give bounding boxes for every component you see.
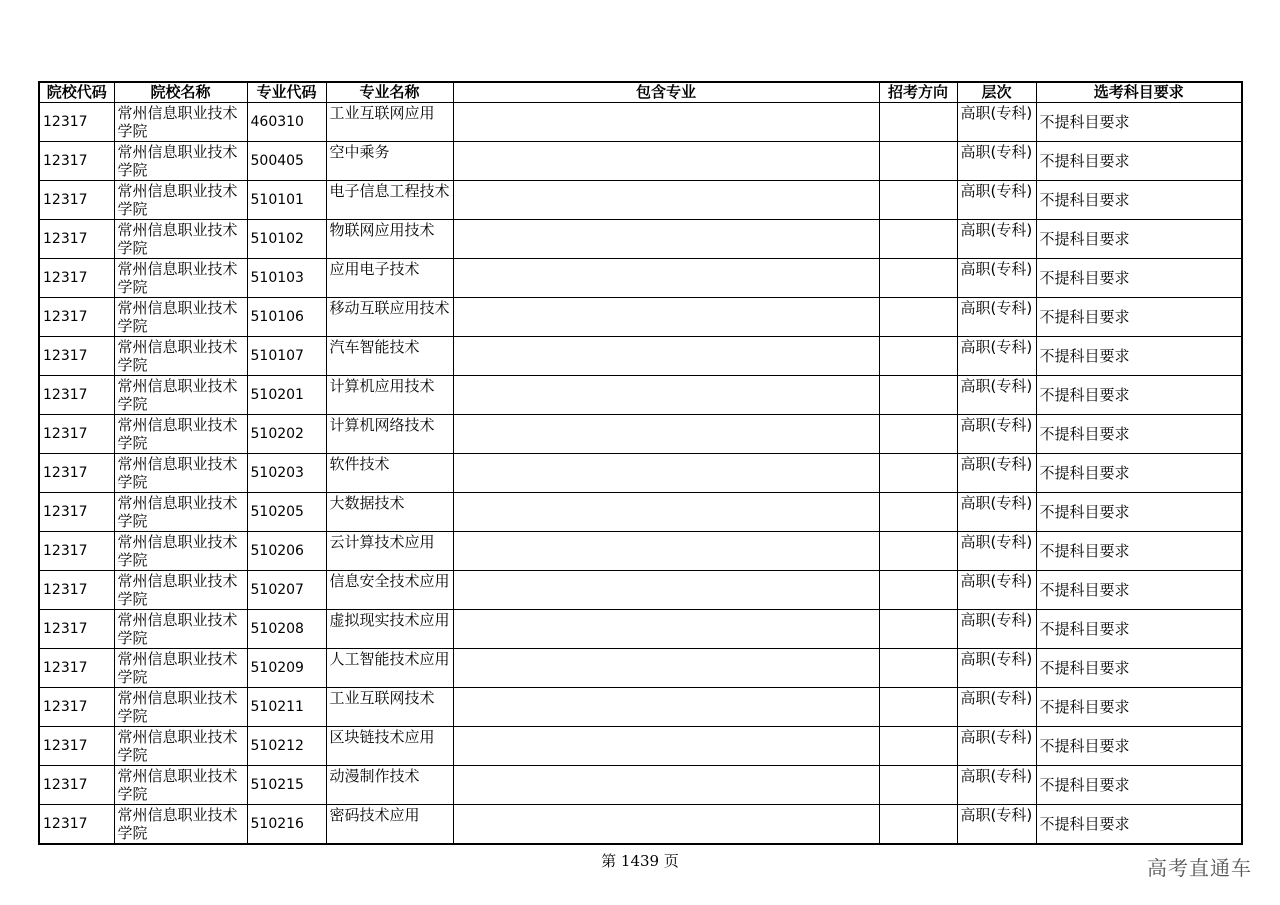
cell-direction (879, 259, 957, 298)
table-row (39, 532, 1242, 571)
table-row (39, 493, 1242, 532)
table-row (39, 298, 1242, 337)
cell-school-name: 常州信息职业技术学院 (114, 532, 247, 571)
cell-major-name: 移动互联应用技术 (326, 298, 453, 337)
cell-major-code: 510201 (247, 376, 326, 415)
cell-subject-requirement: 不提科目要求 (1036, 727, 1242, 766)
cell-level: 高职(专科) (957, 610, 1036, 649)
cell-level: 高职(专科) (957, 493, 1036, 532)
cell-included-majors (453, 220, 879, 259)
cell-subject-requirement: 不提科目要求 (1036, 415, 1242, 454)
cell-major-name: 人工智能技术应用 (326, 649, 453, 688)
cell-included-majors (453, 259, 879, 298)
header-major-name: 专业名称 (326, 82, 453, 103)
cell-included-majors (453, 415, 879, 454)
cell-major-code: 510215 (247, 766, 326, 805)
cell-level: 高职(专科) (957, 415, 1036, 454)
cell-included-majors (453, 649, 879, 688)
cell-school-code: 12317 (39, 181, 114, 220)
cell-major-code: 510216 (247, 805, 326, 845)
watermark-text: 高考直通车 (1147, 856, 1252, 880)
cell-subject-requirement: 不提科目要求 (1036, 805, 1242, 845)
cell-major-code: 510202 (247, 415, 326, 454)
cell-direction (879, 649, 957, 688)
header-school-name: 院校名称 (114, 82, 247, 103)
cell-included-majors (453, 571, 879, 610)
major-requirements-table (38, 81, 1243, 845)
cell-school-code: 12317 (39, 532, 114, 571)
cell-major-name: 物联网应用技术 (326, 220, 453, 259)
cell-level: 高职(专科) (957, 532, 1036, 571)
cell-major-code: 510203 (247, 454, 326, 493)
cell-level: 高职(专科) (957, 259, 1036, 298)
cell-subject-requirement: 不提科目要求 (1036, 493, 1242, 532)
cell-subject-requirement: 不提科目要求 (1036, 220, 1242, 259)
cell-direction (879, 805, 957, 845)
cell-major-name: 工业互联网应用 (326, 103, 453, 142)
cell-school-code: 12317 (39, 649, 114, 688)
cell-major-name: 计算机应用技术 (326, 376, 453, 415)
table-row (39, 688, 1242, 727)
table-row (39, 103, 1242, 142)
cell-direction (879, 571, 957, 610)
header-school-code: 院校代码 (39, 82, 114, 103)
cell-subject-requirement: 不提科目要求 (1036, 181, 1242, 220)
cell-subject-requirement: 不提科目要求 (1036, 649, 1242, 688)
cell-major-code: 510102 (247, 220, 326, 259)
table-row (39, 571, 1242, 610)
cell-school-code: 12317 (39, 259, 114, 298)
cell-direction (879, 142, 957, 181)
cell-level: 高职(专科) (957, 220, 1036, 259)
cell-major-code: 510212 (247, 727, 326, 766)
cell-school-code: 12317 (39, 805, 114, 845)
table-row (39, 805, 1242, 845)
cell-school-name: 常州信息职业技术学院 (114, 220, 247, 259)
cell-level: 高职(专科) (957, 181, 1036, 220)
cell-subject-requirement: 不提科目要求 (1036, 142, 1242, 181)
cell-major-name: 计算机网络技术 (326, 415, 453, 454)
cell-included-majors (453, 727, 879, 766)
cell-school-name: 常州信息职业技术学院 (114, 805, 247, 845)
cell-subject-requirement: 不提科目要求 (1036, 766, 1242, 805)
cell-direction (879, 376, 957, 415)
page-number: 第 1439 页 (601, 852, 679, 870)
cell-level: 高职(专科) (957, 142, 1036, 181)
cell-included-majors (453, 103, 879, 142)
cell-direction (879, 454, 957, 493)
cell-school-code: 12317 (39, 610, 114, 649)
cell-school-name: 常州信息职业技术学院 (114, 454, 247, 493)
cell-included-majors (453, 766, 879, 805)
cell-school-name: 常州信息职业技术学院 (114, 493, 247, 532)
cell-included-majors (453, 298, 879, 337)
cell-level: 高职(专科) (957, 337, 1036, 376)
cell-included-majors (453, 610, 879, 649)
cell-major-name: 软件技术 (326, 454, 453, 493)
cell-school-name: 常州信息职业技术学院 (114, 259, 247, 298)
cell-school-name: 常州信息职业技术学院 (114, 181, 247, 220)
cell-school-code: 12317 (39, 454, 114, 493)
cell-included-majors (453, 493, 879, 532)
table-header-row (39, 82, 1242, 103)
cell-major-name: 区块链技术应用 (326, 727, 453, 766)
cell-included-majors (453, 688, 879, 727)
cell-direction (879, 415, 957, 454)
cell-major-code: 510209 (247, 649, 326, 688)
cell-school-name: 常州信息职业技术学院 (114, 571, 247, 610)
cell-school-name: 常州信息职业技术学院 (114, 727, 247, 766)
cell-school-name: 常州信息职业技术学院 (114, 298, 247, 337)
table-body (39, 103, 1242, 845)
cell-direction (879, 337, 957, 376)
cell-major-name: 云计算技术应用 (326, 532, 453, 571)
cell-school-code: 12317 (39, 571, 114, 610)
cell-school-name: 常州信息职业技术学院 (114, 142, 247, 181)
cell-major-name: 密码技术应用 (326, 805, 453, 845)
cell-school-code: 12317 (39, 337, 114, 376)
cell-major-code: 510211 (247, 688, 326, 727)
cell-included-majors (453, 337, 879, 376)
cell-school-code: 12317 (39, 103, 114, 142)
cell-school-code: 12317 (39, 298, 114, 337)
cell-school-name: 常州信息职业技术学院 (114, 766, 247, 805)
header-major-code: 专业代码 (247, 82, 326, 103)
cell-school-code: 12317 (39, 688, 114, 727)
cell-subject-requirement: 不提科目要求 (1036, 376, 1242, 415)
cell-level: 高职(专科) (957, 454, 1036, 493)
cell-level: 高职(专科) (957, 376, 1036, 415)
cell-major-code: 510106 (247, 298, 326, 337)
header-direction: 招考方向 (879, 82, 957, 103)
header-level: 层次 (957, 82, 1036, 103)
cell-subject-requirement: 不提科目要求 (1036, 337, 1242, 376)
cell-included-majors (453, 142, 879, 181)
cell-school-code: 12317 (39, 493, 114, 532)
cell-school-code: 12317 (39, 142, 114, 181)
table-row (39, 181, 1242, 220)
table-row (39, 259, 1242, 298)
cell-school-name: 常州信息职业技术学院 (114, 610, 247, 649)
cell-direction (879, 298, 957, 337)
cell-major-name: 动漫制作技术 (326, 766, 453, 805)
cell-subject-requirement: 不提科目要求 (1036, 688, 1242, 727)
cell-direction (879, 532, 957, 571)
cell-level: 高职(专科) (957, 766, 1036, 805)
cell-subject-requirement: 不提科目要求 (1036, 610, 1242, 649)
cell-level: 高职(专科) (957, 805, 1036, 845)
cell-major-code: 500405 (247, 142, 326, 181)
cell-level: 高职(专科) (957, 649, 1036, 688)
cell-direction (879, 103, 957, 142)
cell-major-code: 460310 (247, 103, 326, 142)
cell-direction (879, 493, 957, 532)
cell-level: 高职(专科) (957, 298, 1036, 337)
cell-major-code: 510107 (247, 337, 326, 376)
cell-subject-requirement: 不提科目要求 (1036, 532, 1242, 571)
table-row (39, 766, 1242, 805)
cell-subject-requirement: 不提科目要求 (1036, 298, 1242, 337)
cell-major-name: 工业互联网技术 (326, 688, 453, 727)
cell-major-code: 510103 (247, 259, 326, 298)
cell-major-code: 510206 (247, 532, 326, 571)
cell-direction (879, 610, 957, 649)
cell-major-name: 信息安全技术应用 (326, 571, 453, 610)
cell-school-name: 常州信息职业技术学院 (114, 688, 247, 727)
cell-direction (879, 766, 957, 805)
cell-level: 高职(专科) (957, 103, 1036, 142)
table-row (39, 610, 1242, 649)
cell-school-name: 常州信息职业技术学院 (114, 376, 247, 415)
cell-school-code: 12317 (39, 727, 114, 766)
cell-major-code: 510101 (247, 181, 326, 220)
table-row (39, 220, 1242, 259)
cell-included-majors (453, 454, 879, 493)
table-row (39, 454, 1242, 493)
cell-school-name: 常州信息职业技术学院 (114, 415, 247, 454)
cell-subject-requirement: 不提科目要求 (1036, 103, 1242, 142)
cell-major-name: 汽车智能技术 (326, 337, 453, 376)
cell-school-code: 12317 (39, 376, 114, 415)
header-subject-requirement: 选考科目要求 (1036, 82, 1242, 103)
cell-included-majors (453, 805, 879, 845)
cell-major-code: 510208 (247, 610, 326, 649)
cell-major-name: 虚拟现实技术应用 (326, 610, 453, 649)
cell-school-name: 常州信息职业技术学院 (114, 337, 247, 376)
cell-subject-requirement: 不提科目要求 (1036, 259, 1242, 298)
cell-school-name: 常州信息职业技术学院 (114, 103, 247, 142)
cell-school-code: 12317 (39, 415, 114, 454)
table-row (39, 649, 1242, 688)
cell-level: 高职(专科) (957, 571, 1036, 610)
cell-major-name: 大数据技术 (326, 493, 453, 532)
table-row (39, 142, 1242, 181)
cell-direction (879, 727, 957, 766)
cell-level: 高职(专科) (957, 688, 1036, 727)
cell-direction (879, 220, 957, 259)
cell-major-code: 510205 (247, 493, 326, 532)
cell-school-code: 12317 (39, 220, 114, 259)
cell-included-majors (453, 181, 879, 220)
cell-direction (879, 688, 957, 727)
cell-included-majors (453, 376, 879, 415)
table-row (39, 337, 1242, 376)
cell-major-code: 510207 (247, 571, 326, 610)
header-included-majors: 包含专业 (453, 82, 879, 103)
cell-major-name: 应用电子技术 (326, 259, 453, 298)
table-row (39, 376, 1242, 415)
cell-major-name: 空中乘务 (326, 142, 453, 181)
cell-major-name: 电子信息工程技术 (326, 181, 453, 220)
cell-included-majors (453, 532, 879, 571)
cell-direction (879, 181, 957, 220)
table-row (39, 727, 1242, 766)
table-row (39, 415, 1242, 454)
cell-school-name: 常州信息职业技术学院 (114, 649, 247, 688)
cell-school-code: 12317 (39, 766, 114, 805)
cell-subject-requirement: 不提科目要求 (1036, 454, 1242, 493)
cell-level: 高职(专科) (957, 727, 1036, 766)
cell-subject-requirement: 不提科目要求 (1036, 571, 1242, 610)
